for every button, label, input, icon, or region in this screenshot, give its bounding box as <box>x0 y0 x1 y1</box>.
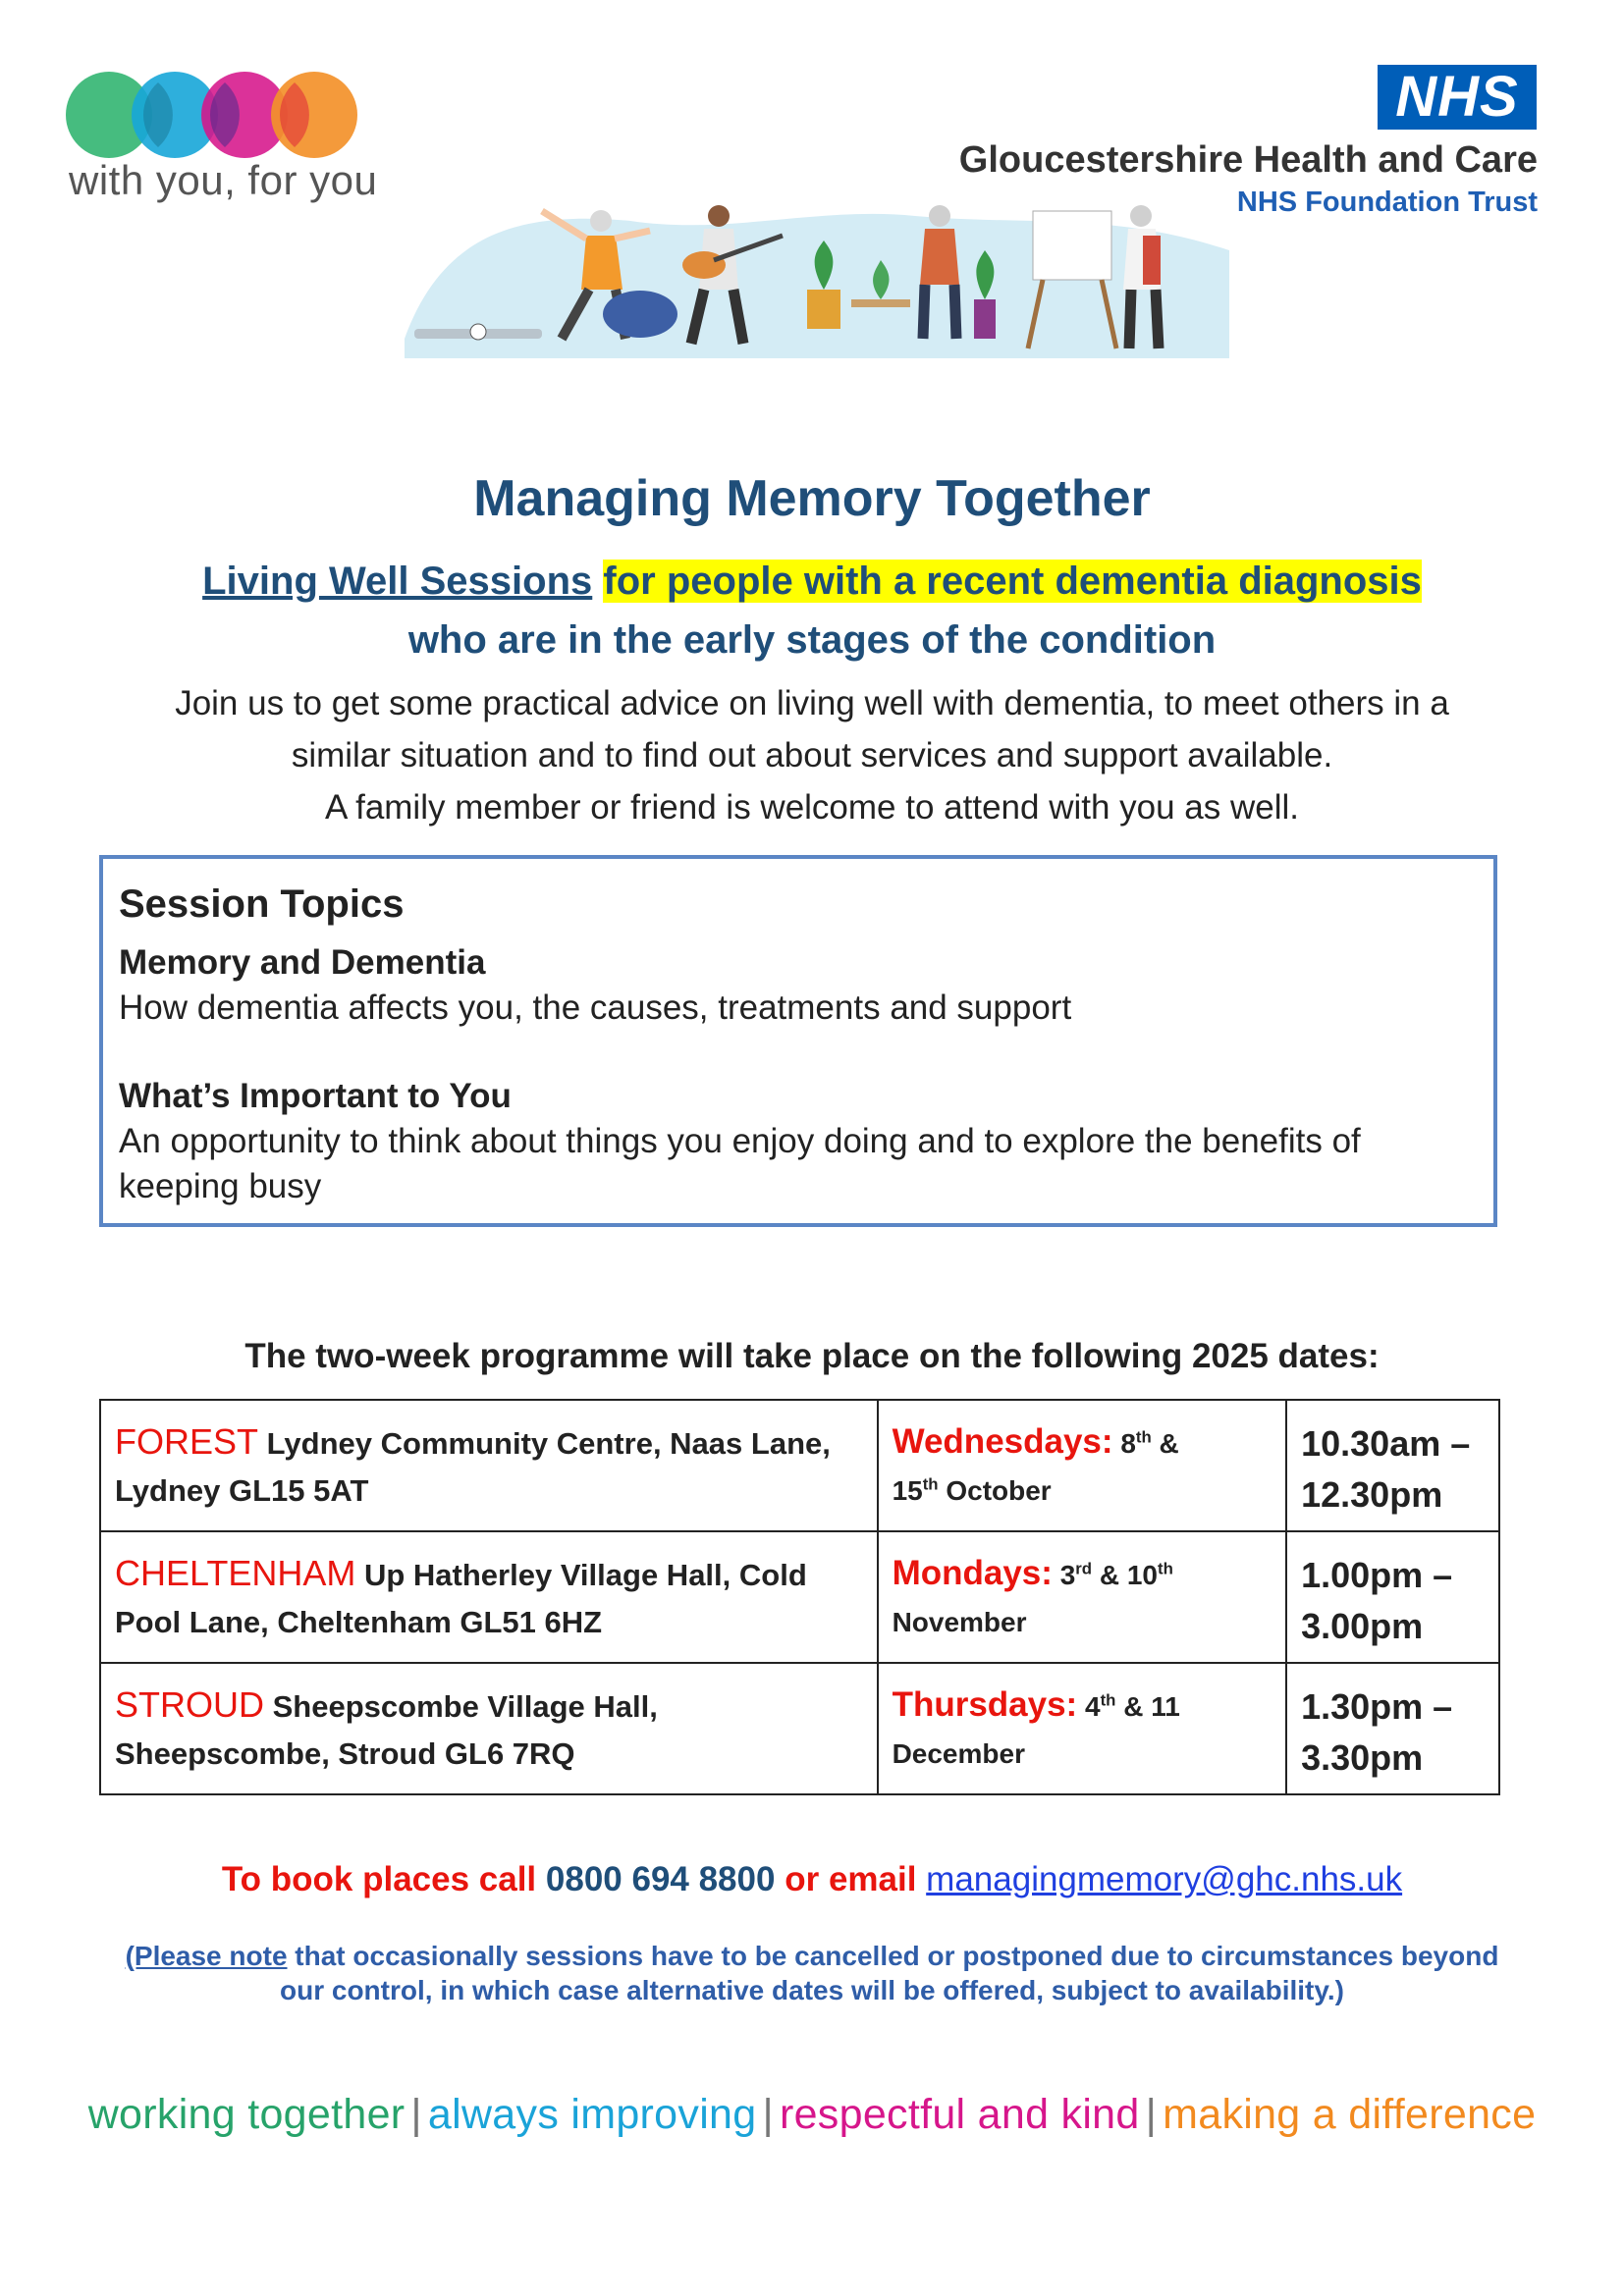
session-topics-heading: Session Topics <box>119 882 405 926</box>
value-working-together: working together <box>87 2091 406 2138</box>
area-name: FOREST <box>115 1421 259 1462</box>
intro-line-1: Join us to get some practical advice on living well with dementia, to meet others in a <box>175 684 1449 722</box>
dates-cell: Thursdays: 4th & 11 December <box>878 1663 1287 1794</box>
logo-tagline: with you, for you <box>69 157 378 203</box>
time-cell: 1.00pm – 3.00pm <box>1286 1531 1499 1663</box>
intro-paragraph <box>79 677 1545 833</box>
session-month: October <box>946 1475 1052 1506</box>
booking-prefix: To book places call <box>221 1860 537 1898</box>
intro-line-3: A family member or friend is welcome to attend with you as well. <box>324 788 1300 827</box>
topic-title: What’s Important to You <box>119 1077 512 1115</box>
session-month: December <box>892 1738 1025 1769</box>
highlighted-audience: for people with a recent dementia diagnosis <box>603 560 1422 603</box>
booking-phone[interactable]: 0800 694 8800 <box>545 1860 776 1898</box>
area-name: STROUD <box>115 1684 264 1725</box>
topic-title: Memory and Dementia <box>119 943 486 982</box>
subtitle-line1 <box>0 560 1624 604</box>
org-name: Gloucestershire Health and Care <box>958 139 1538 181</box>
programme-intro: The two-week programme will take place on the following 2025 dates: <box>244 1337 1380 1375</box>
note-text: that occasionally sessions have to be cancelled or postponed due to circumstances beyond our control, in which case alternative dates will be offered, subject to availability.) <box>280 1941 1499 2005</box>
session-month: November <box>892 1607 1027 1637</box>
area-name: CHELTENHAM <box>115 1553 356 1593</box>
venue-address: Lydney Community Centre, Naas Lane, Lydney GL15 5AT <box>115 1426 831 1508</box>
dates-cell: Wednesdays: 8th & 15th October <box>878 1400 1287 1531</box>
subtitle-line2: who are in the early stages of the condition <box>407 618 1217 662</box>
cancellation-note <box>108 1939 1516 2007</box>
table-row <box>100 1663 1499 1794</box>
location-cell <box>100 1531 878 1663</box>
location-cell <box>100 1400 878 1531</box>
location-cell <box>100 1663 878 1794</box>
value-always-improving: always improving <box>427 2091 757 2138</box>
booking-email-link[interactable]: managingmemory@ghc.nhs.uk <box>926 1860 1403 1898</box>
trust-values-footer: working together | always improving | respectful and kind | making a difference <box>87 2091 1537 2138</box>
topic-description: An opportunity to think about things you enjoy doing and to explore the benefits of keeping busy <box>119 1122 1361 1205</box>
please-note-lead: (Please note <box>125 1941 288 1971</box>
session-day: Mondays: <box>892 1554 1053 1592</box>
table-row <box>100 1531 1499 1663</box>
intro-line-2: similar situation and to find out about services and support available. <box>291 736 1333 774</box>
session-day: Thursdays: <box>892 1685 1078 1724</box>
session-day: Wednesdays: <box>892 1422 1113 1461</box>
page-title: Managing Memory Together <box>473 470 1151 527</box>
time-cell: 1.30pm – 3.30pm <box>1286 1663 1499 1794</box>
dates-cell: Mondays: 3rd & 10th November <box>878 1531 1287 1663</box>
booking-line: To book places call 0800 694 8800 or email managingmemory@ghc.nhs.uk <box>221 1860 1403 1898</box>
venue-address: Sheepscombe Village Hall, Sheepscombe, Stroud GL6 7RQ <box>115 1689 658 1771</box>
table-row <box>100 1400 1499 1531</box>
schedule-table <box>99 1399 1500 1795</box>
living-well-sessions-link[interactable]: Living Well Sessions <box>202 560 593 603</box>
org-subtitle: NHS Foundation Trust <box>1236 187 1538 218</box>
topic-description: How dementia affects you, the causes, treatments and support <box>119 988 1072 1027</box>
value-respectful-and-kind: respectful and kind <box>779 2091 1140 2138</box>
value-making-a-difference: making a difference <box>1163 2091 1537 2138</box>
time-cell: 10.30am – 12.30pm <box>1286 1400 1499 1531</box>
session-topics-box <box>99 855 1497 1227</box>
activities-illustration <box>405 191 1229 358</box>
with-you-for-you-logo <box>65 71 359 159</box>
nhs-badge: NHS <box>1378 65 1537 130</box>
venue-address: Up Hatherley Village Hall, Cold Pool Lane, Cheltenham GL51 6HZ <box>115 1558 807 1639</box>
